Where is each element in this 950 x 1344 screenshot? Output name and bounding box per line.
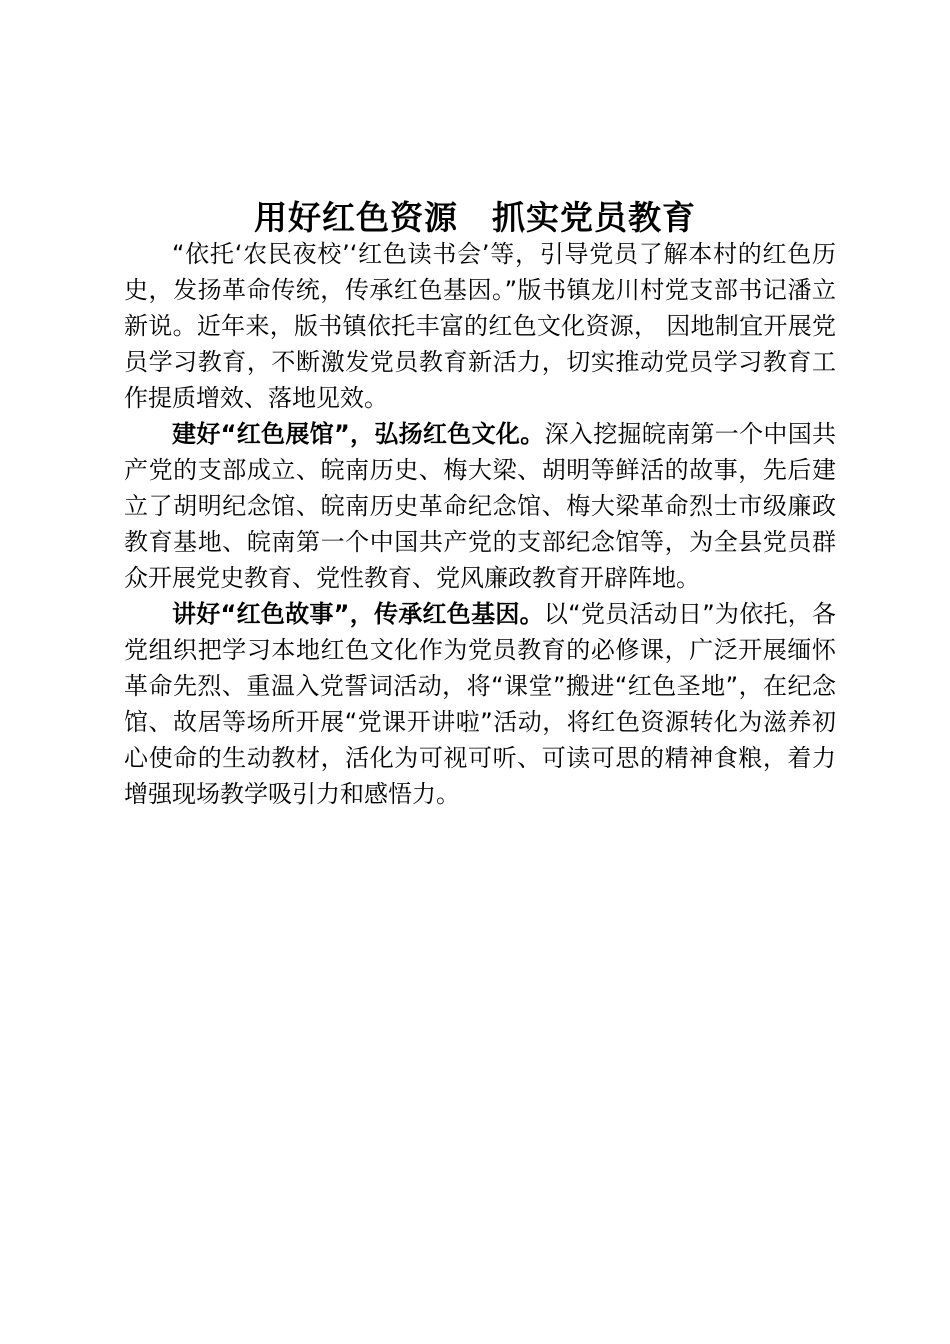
- paragraph-red-exhibition-hall: [124, 416, 836, 596]
- paragraph-lead-heading: 建好“红色展馆”，弘扬红色文化。: [172, 420, 545, 448]
- paragraph-red-stories: [124, 596, 836, 812]
- document-title: 用好红色资源 抓实党员教育: [254, 198, 696, 238]
- paragraph-text: 深入挖掘皖南第一个中国共产党的支部成立、皖南历史、梅大梁、胡明等鲜活的故事，先后建立了胡明纪念馆、皖南历史革命纪念馆、梅大梁革命烈士市级廉政教育基地、皖南第一个中国共产党的支部纪念馆等，为全县党员群众开展党史教育、党性教育、党风廉政教育开辟阵地。: [124, 420, 837, 592]
- paragraph-lead-heading: 讲好“红色故事”，传承红色基因。: [172, 600, 544, 628]
- paragraph-intro: [124, 236, 836, 416]
- document-body: [124, 236, 836, 812]
- paragraph-text: “依托‘农民夜校’‘红色读书会’等，引导党员了解本村的红色历史，发扬革命传统，传承红色基因。”版书镇龙川村党支部书记潘立新说。近年来，版书镇依托丰富的红色文化资源， 因地制宜开展党员学习教育，不断激发党员教育新活力，切实推动党员学习教育工作提质增效、落地见效。: [124, 240, 836, 412]
- paragraph-text: 以“党员活动日”为依托，各党组织把学习本地红色文化作为党员教育的必修课，广泛开展缅怀革命先烈、重温入党誓词活动，将“课堂”搬进“红色圣地”，在纪念馆、故居等场所开展“党课开讲啦”活动，将红色资源转化为滋养初心使命的生动教材，活化为可视可听、可读可思的精神食粮，着力增强现场教学吸引力和感悟力。: [124, 600, 837, 808]
